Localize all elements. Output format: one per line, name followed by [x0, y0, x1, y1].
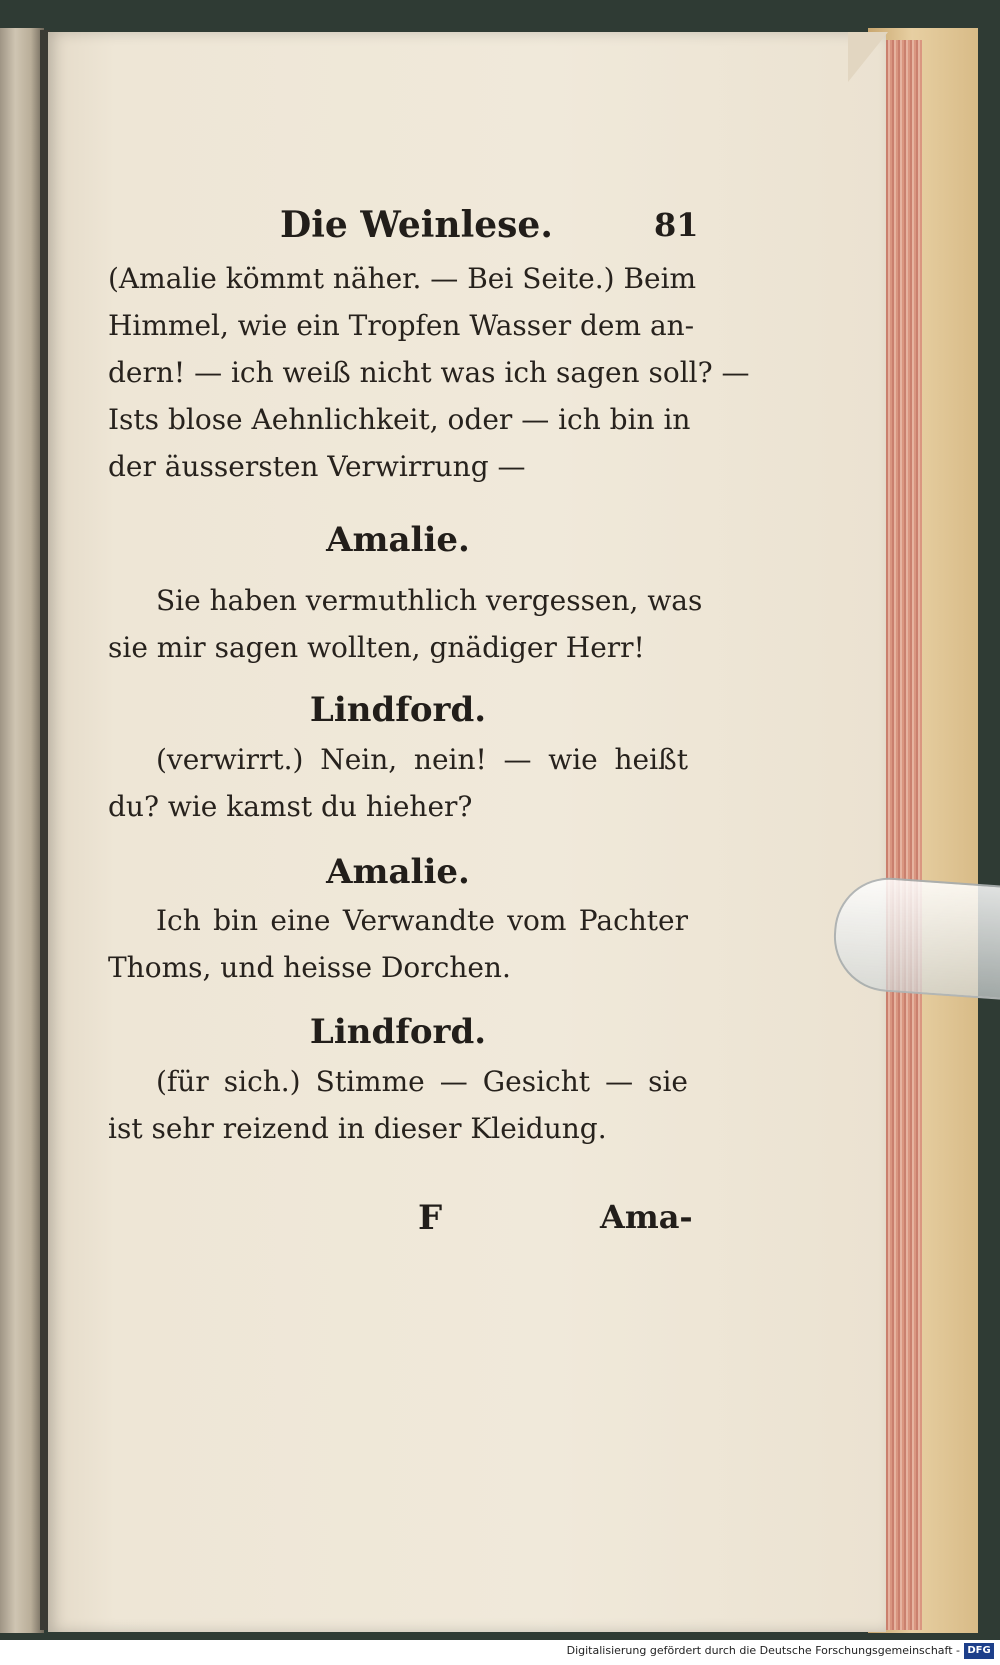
text-line: dern! — ich weiß nicht was ich sagen soll? —	[108, 356, 750, 389]
speaker-name: Amalie.	[326, 520, 470, 560]
text-line: (Amalie kömmt näher. — Bei Seite.) Beim	[108, 262, 697, 295]
text-line: ist sehr reizend in dieser Kleidung.	[108, 1112, 607, 1145]
footer-credit: Digitalisierung gefördert durch die Deutsche Forschungsgemeinschaft -	[566, 1644, 960, 1657]
speaker-name: Lindford.	[309, 1012, 487, 1052]
text-line: (verwirrt.) Nein, nein! — wie heißt	[156, 743, 688, 776]
signature-mark: F	[418, 1198, 443, 1238]
text-line: sie mir sagen wollten, gnädiger Herr!	[108, 631, 645, 664]
speaker-name: Lindford.	[309, 690, 487, 730]
catchword: Ama-	[600, 1198, 693, 1236]
page-clip	[830, 874, 1000, 1000]
text-line: Thoms, und heisse Dorchen.	[108, 951, 511, 984]
running-title: Die Weinlese.	[280, 204, 553, 246]
left-page-edge	[0, 28, 44, 1633]
folded-corner	[848, 32, 888, 82]
text-line: Ists blose Aehnlichkeit, oder — ich bin in	[108, 403, 691, 436]
text-line: (für sich.) Stimme — Gesicht — sie	[156, 1065, 688, 1098]
text-line: Sie haben vermuthlich vergessen, was	[156, 584, 703, 617]
text-line: der äussersten Verwirrung —	[108, 450, 526, 483]
dfg-logo: DFG	[964, 1643, 994, 1659]
speaker-name: Amalie.	[326, 852, 470, 892]
text-line: Himmel, wie ein Tropfen Wasser dem an-	[108, 309, 695, 342]
footer-bar	[0, 1640, 1000, 1665]
text-line: Ich bin eine Verwandte vom Pachter	[156, 904, 688, 937]
page-number: 81	[654, 206, 699, 244]
text-line: du? wie kamst du hieher?	[108, 790, 473, 823]
